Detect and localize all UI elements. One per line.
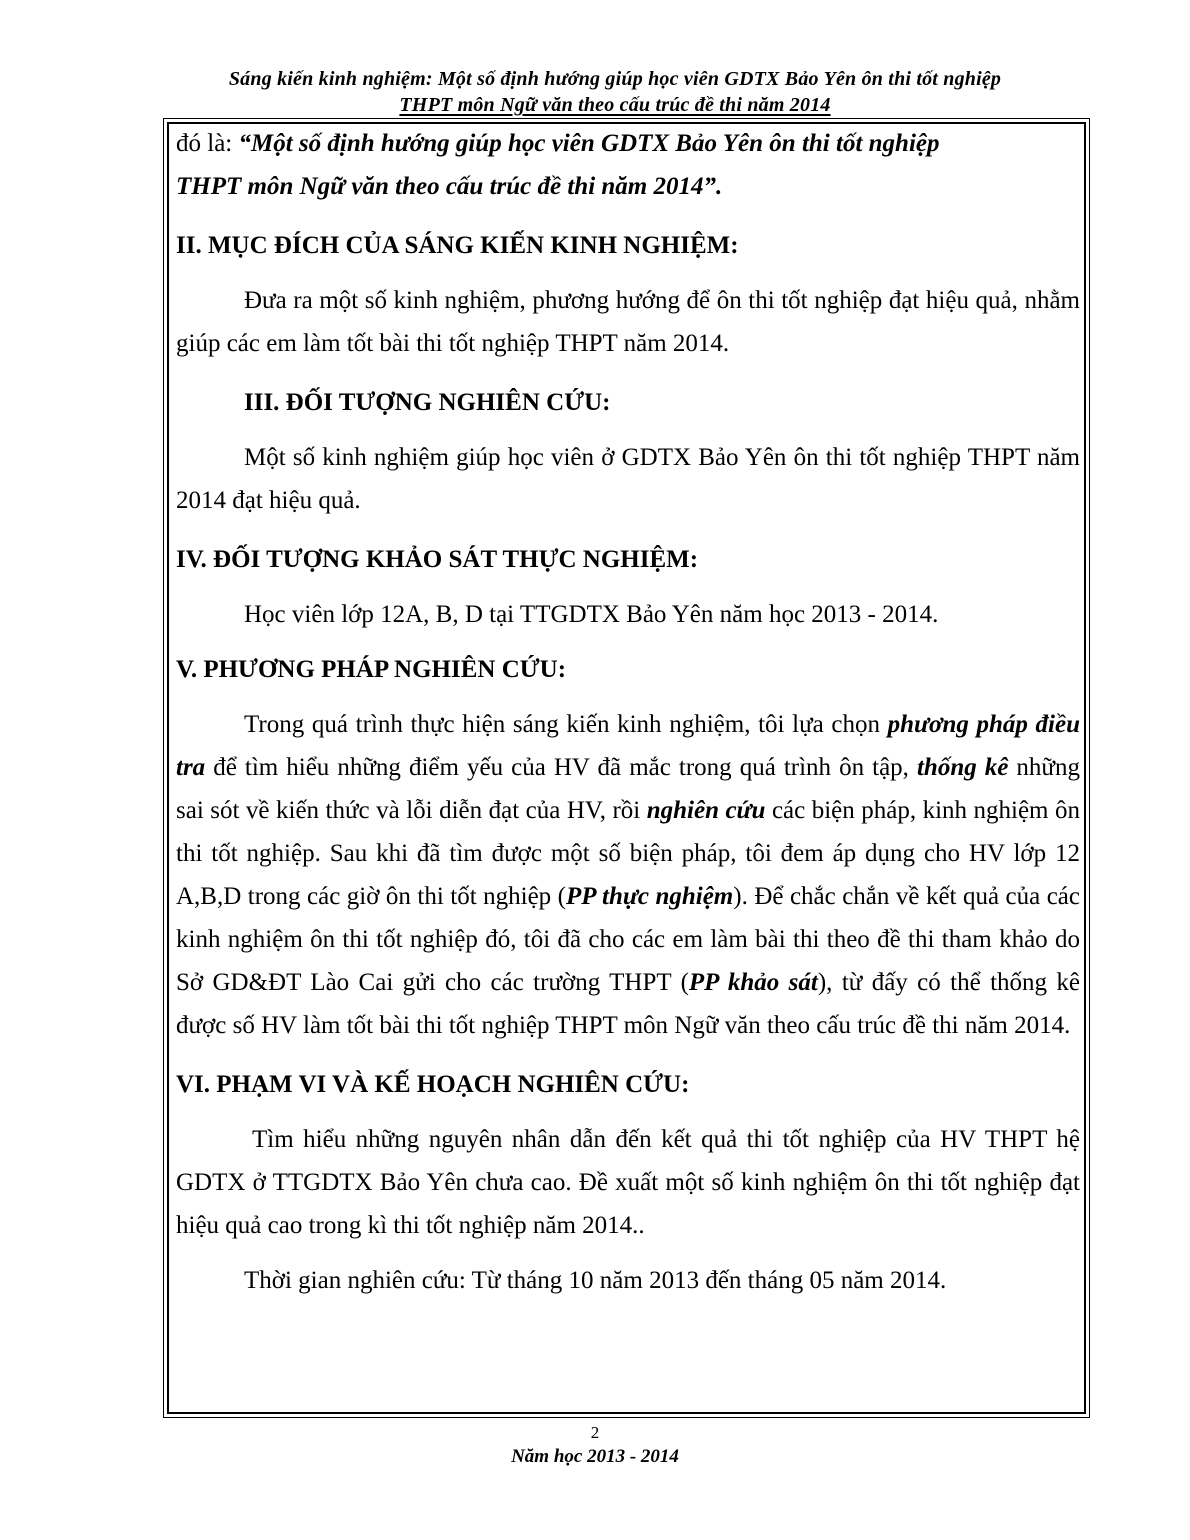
- intro-paragraph: [176, 122, 1080, 208]
- section-6-body-1: Tìm hiểu những nguyên nhân dẫn đến kết quả thi tốt nghiệp của HV THPT hệ GDTX ở TTGDTX Bảo Yên chưa cao. Đề xuất một số kinh nghiệm ôn thi tốt nghiệp đạt hiệu quả cao trong kì thi tốt nghiệp năm 2014..: [176, 1126, 1080, 1239]
- intro-title-line1: “Một số định hướng giúp học viên GDTX Bảo Yên ôn thi tốt nghiệp: [238, 130, 940, 157]
- s5-text-2: để tìm hiểu những điểm yếu của HV đã mắc trong quá trình ôn tập,: [205, 754, 917, 781]
- section-6-body-2: Thời gian nghiên cứu: Từ tháng 10 năm 2013 đến tháng 05 năm 2014.: [244, 1267, 947, 1294]
- section-2-heading: II. MỤC ĐÍCH CỦA SÁNG KIẾN KINH NGHIỆM:: [176, 232, 739, 259]
- page-number: 2: [590, 1423, 600, 1442]
- s5-emphasis-5: PP khảo sát: [688, 969, 818, 996]
- s5-text-5: ). Để chắc chắn về kết quả của các kinh nghiệm ôn thi tốt nghiệp đó, tôi đã cho các em làm bài thi theo đề thi tham khảo do Sở GD&ĐT Lào Cai gửi cho các trường THPT (: [176, 883, 1080, 996]
- header-line-1: Sáng kiến kinh nghiệm: Một số định hướng giúp học viên GDTX Bảo Yên ôn thi tốt nghiệp: [228, 68, 1002, 90]
- section-3-heading: III. ĐỐI TƯỢNG NGHIÊN CỨU:: [244, 389, 611, 416]
- section-5-heading: V. PHƯƠNG PHÁP NGHIÊN CỨU:: [176, 656, 567, 683]
- section-3-body: Một số kinh nghiệm giúp học viên ở GDTX Bảo Yên ôn thi tốt nghiệp THPT năm 2014 đạt hiệu quả.: [176, 444, 1080, 514]
- section-2-body: Đưa ra một số kinh nghiệm, phương hướng để ôn thi tốt nghiệp đạt hiệu quả, nhằm giúp các em làm tốt bài thi tốt nghiệp THPT năm 2014.: [176, 287, 1080, 357]
- s5-text-1: Trong quá trình thực hiện sáng kiến kinh nghiệm, tôi lựa chọn: [244, 711, 888, 738]
- s5-emphasis-1: phương pháp điều tra: [176, 711, 1080, 781]
- s5-emphasis-3: nghiên cứu: [646, 797, 766, 824]
- section-4-heading: IV. ĐỐI TƯỢNG KHẢO SÁT THỰC NGHIỆM:: [176, 546, 699, 573]
- section-5-body: [176, 703, 1080, 1047]
- s5-emphasis-2: thống kê: [916, 754, 1009, 781]
- section-6-heading: VI. PHẠM VI VÀ KẾ HOẠCH NGHIÊN CỨU:: [176, 1071, 690, 1098]
- page-content: [176, 122, 1080, 1302]
- s5-emphasis-4: PP thực nghiệm: [565, 883, 734, 910]
- s5-text-4: các biện pháp, kinh nghiệm ôn thi tốt nghiệp. Sau khi đã tìm được một số biện pháp, tôi đem áp dụng cho HV lớp 12 A,B,D trong các giờ ôn thi tốt nghiệp (: [176, 797, 1080, 910]
- running-header: [150, 66, 1080, 118]
- intro-prefix: đó là:: [176, 130, 239, 157]
- running-footer: Năm học 2013 - 2014: [511, 1446, 679, 1467]
- section-4-body: Học viên lớp 12A, B, D tại TTGDTX Bảo Yên năm học 2013 - 2014.: [244, 601, 939, 628]
- intro-title-line2: THPT môn Ngữ văn theo cấu trúc đề thi năm 2014”: [176, 173, 717, 200]
- s5-text-3: những sai sót về kiến thức và lỗi diễn đạt của HV, rồi: [176, 754, 1080, 824]
- intro-end: .: [716, 173, 723, 200]
- s5-text-6: ), từ đấy có thể thống kê được số HV làm tốt bài thi tốt nghiệp THPT môn Ngữ văn theo cấu trúc đề thi năm 2014.: [176, 969, 1080, 1039]
- header-line-2: THPT môn Ngữ văn theo cấu trúc đề thi năm 2014: [399, 94, 831, 116]
